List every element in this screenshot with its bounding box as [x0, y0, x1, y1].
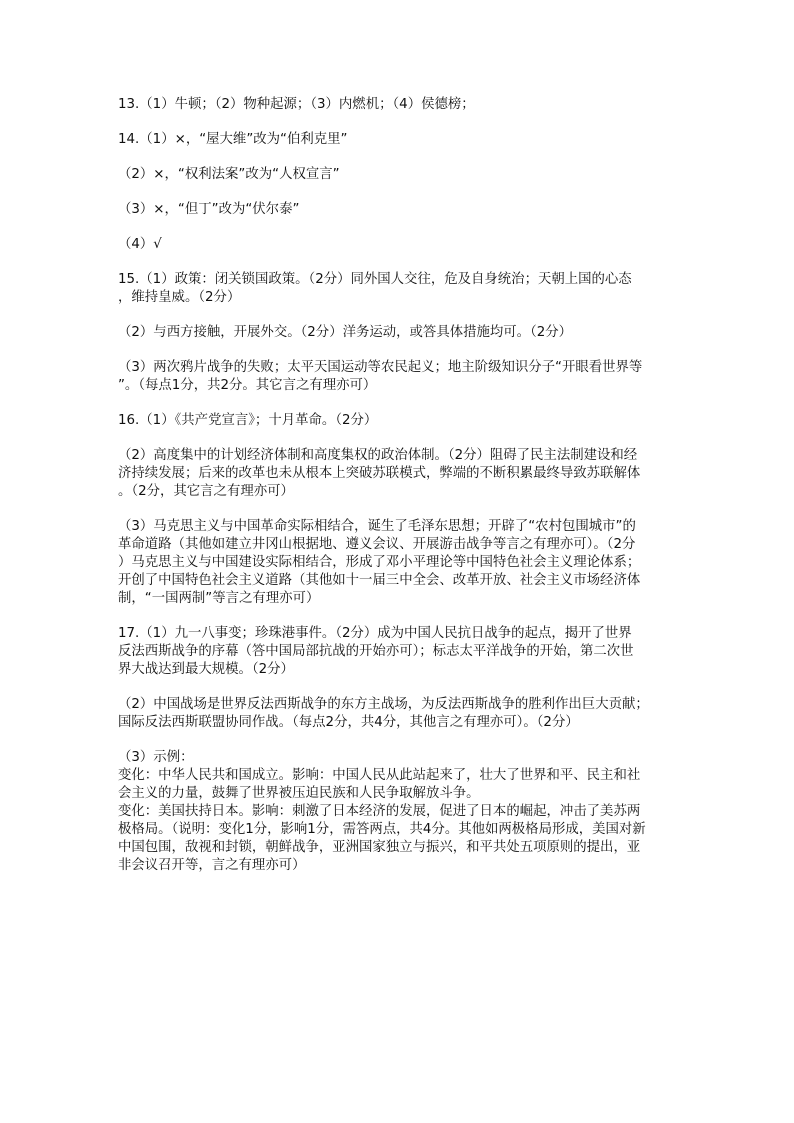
- text-line: 中国包围，敌视和封锁，朝鲜战争，亚洲国家独立与振兴，和平共处五项原则的提出，亚: [118, 840, 641, 855]
- answer-q17-part2: [118, 696, 678, 732]
- text-line: 非会议召开等，言之有理亦可）: [118, 858, 306, 873]
- text-line: （3）示例：: [118, 750, 194, 765]
- text-line: 制，“一国两制”等言之有理亦可）: [118, 591, 320, 606]
- text-line: 17.（1）九一八事变；珍珠港事件。（2分）成为中国人民抗日战争的起点，揭开了世界: [118, 626, 632, 641]
- answer-q15-part1: [118, 271, 678, 307]
- answer-q15-part3: [118, 359, 678, 395]
- text-line: 。（2分，其它言之有理亦可）: [118, 484, 294, 499]
- text-line: （2）中国战场是世界反法西斯战争的东方主战场，为反法西斯战争的胜利作出巨大贡献；: [118, 697, 649, 712]
- answer-q13: 13.（1）牛顿；（2）物种起源；（3）内燃机；（4）侯德榜；: [118, 97, 475, 112]
- answer-q16-part2: [118, 447, 678, 501]
- answer-sheet: [118, 96, 678, 875]
- text-line: 革命道路（其他如建立井冈山根据地、遵义会议、开展游击战争等言之有理亦可）。（2分: [118, 537, 636, 552]
- answer-q15-part2: （2）与西方接触，开展外交。（2分）洋务运动，或答具体措施均可。（2分）: [118, 325, 573, 340]
- text-line: ）马克思主义与中国建设实际相结合，形成了邓小平理论等中国特色社会主义理论体系；: [118, 555, 641, 570]
- answer-q14-part1: 14.（1）×，“屋大维”改为“伯利克里”: [118, 132, 348, 147]
- text-line: 15.（1）政策：闭关锁国政策。（2分）同外国人交往，危及自身统治；天朝上国的心态: [118, 272, 632, 287]
- text-line: 济持续发展；后来的改革也未从根本上突破苏联模式，弊端的不断积累最终导致苏联解体: [118, 466, 641, 481]
- text-line: 变化：中华人民共和国成立。影响：中国人民从此站起来了，壮大了世界和平、民主和社: [118, 768, 641, 783]
- answer-q14-part2: （2）×，“权利法案”改为“人权宣言”: [118, 167, 340, 182]
- text-line: 变化：美国扶持日本。影响：刺激了日本经济的发展，促进了日本的崛起，冲击了美苏两: [118, 804, 641, 819]
- text-line: 开创了中国特色社会主义道路（其他如十一届三中全会、改革开放、社会主义市场经济体: [118, 573, 641, 588]
- text-line: 国际反法西斯联盟协同作战。（每点2分，共4分，其他言之有理亦可）。（2分）: [118, 715, 579, 730]
- answer-q17-part3: [118, 749, 678, 875]
- answer-q14-part3: （3）×，“但丁”改为“伏尔泰”: [118, 202, 300, 217]
- text-line: 反法西斯战争的序幕（答中国局部抗战的开始亦可）；标志太平洋战争的开始，第二次世: [118, 644, 634, 659]
- text-line: 会主义的力量，鼓舞了世界被压迫民族和人民争取解放斗争。: [118, 786, 480, 801]
- text-line: （2）高度集中的计划经济体制和高度集权的政治体制。（2分）阻碍了民主法制建设和经: [118, 448, 638, 463]
- text-line: ”。（每点1分，共2分。其它言之有理亦可）: [118, 378, 377, 393]
- text-line: ，维持皇威。（2分）: [118, 290, 241, 305]
- text-line: 界大战达到最大规模。（2分）: [118, 662, 294, 677]
- text-line: （3）马克思主义与中国革命实际相结合，诞生了毛泽东思想；开辟了“农村包围城市”的: [118, 519, 636, 534]
- text-line: （3）两次鸦片战争的失败；太平天国运动等农民起义；地主阶级知识分子“开眼看世界等: [118, 360, 643, 375]
- text-line: 极格局。（说明：变化1分，影响1分，需答两点，共4分。其他如两极格局形成，美国对新: [118, 822, 646, 837]
- answer-q16-part3: [118, 518, 678, 608]
- answer-q17-part1: [118, 625, 678, 679]
- answer-q16-part1: 16.（1）《共产党宣言》；十月革命。（2分）: [118, 413, 378, 428]
- answer-q14-part4: （4）√: [118, 237, 162, 252]
